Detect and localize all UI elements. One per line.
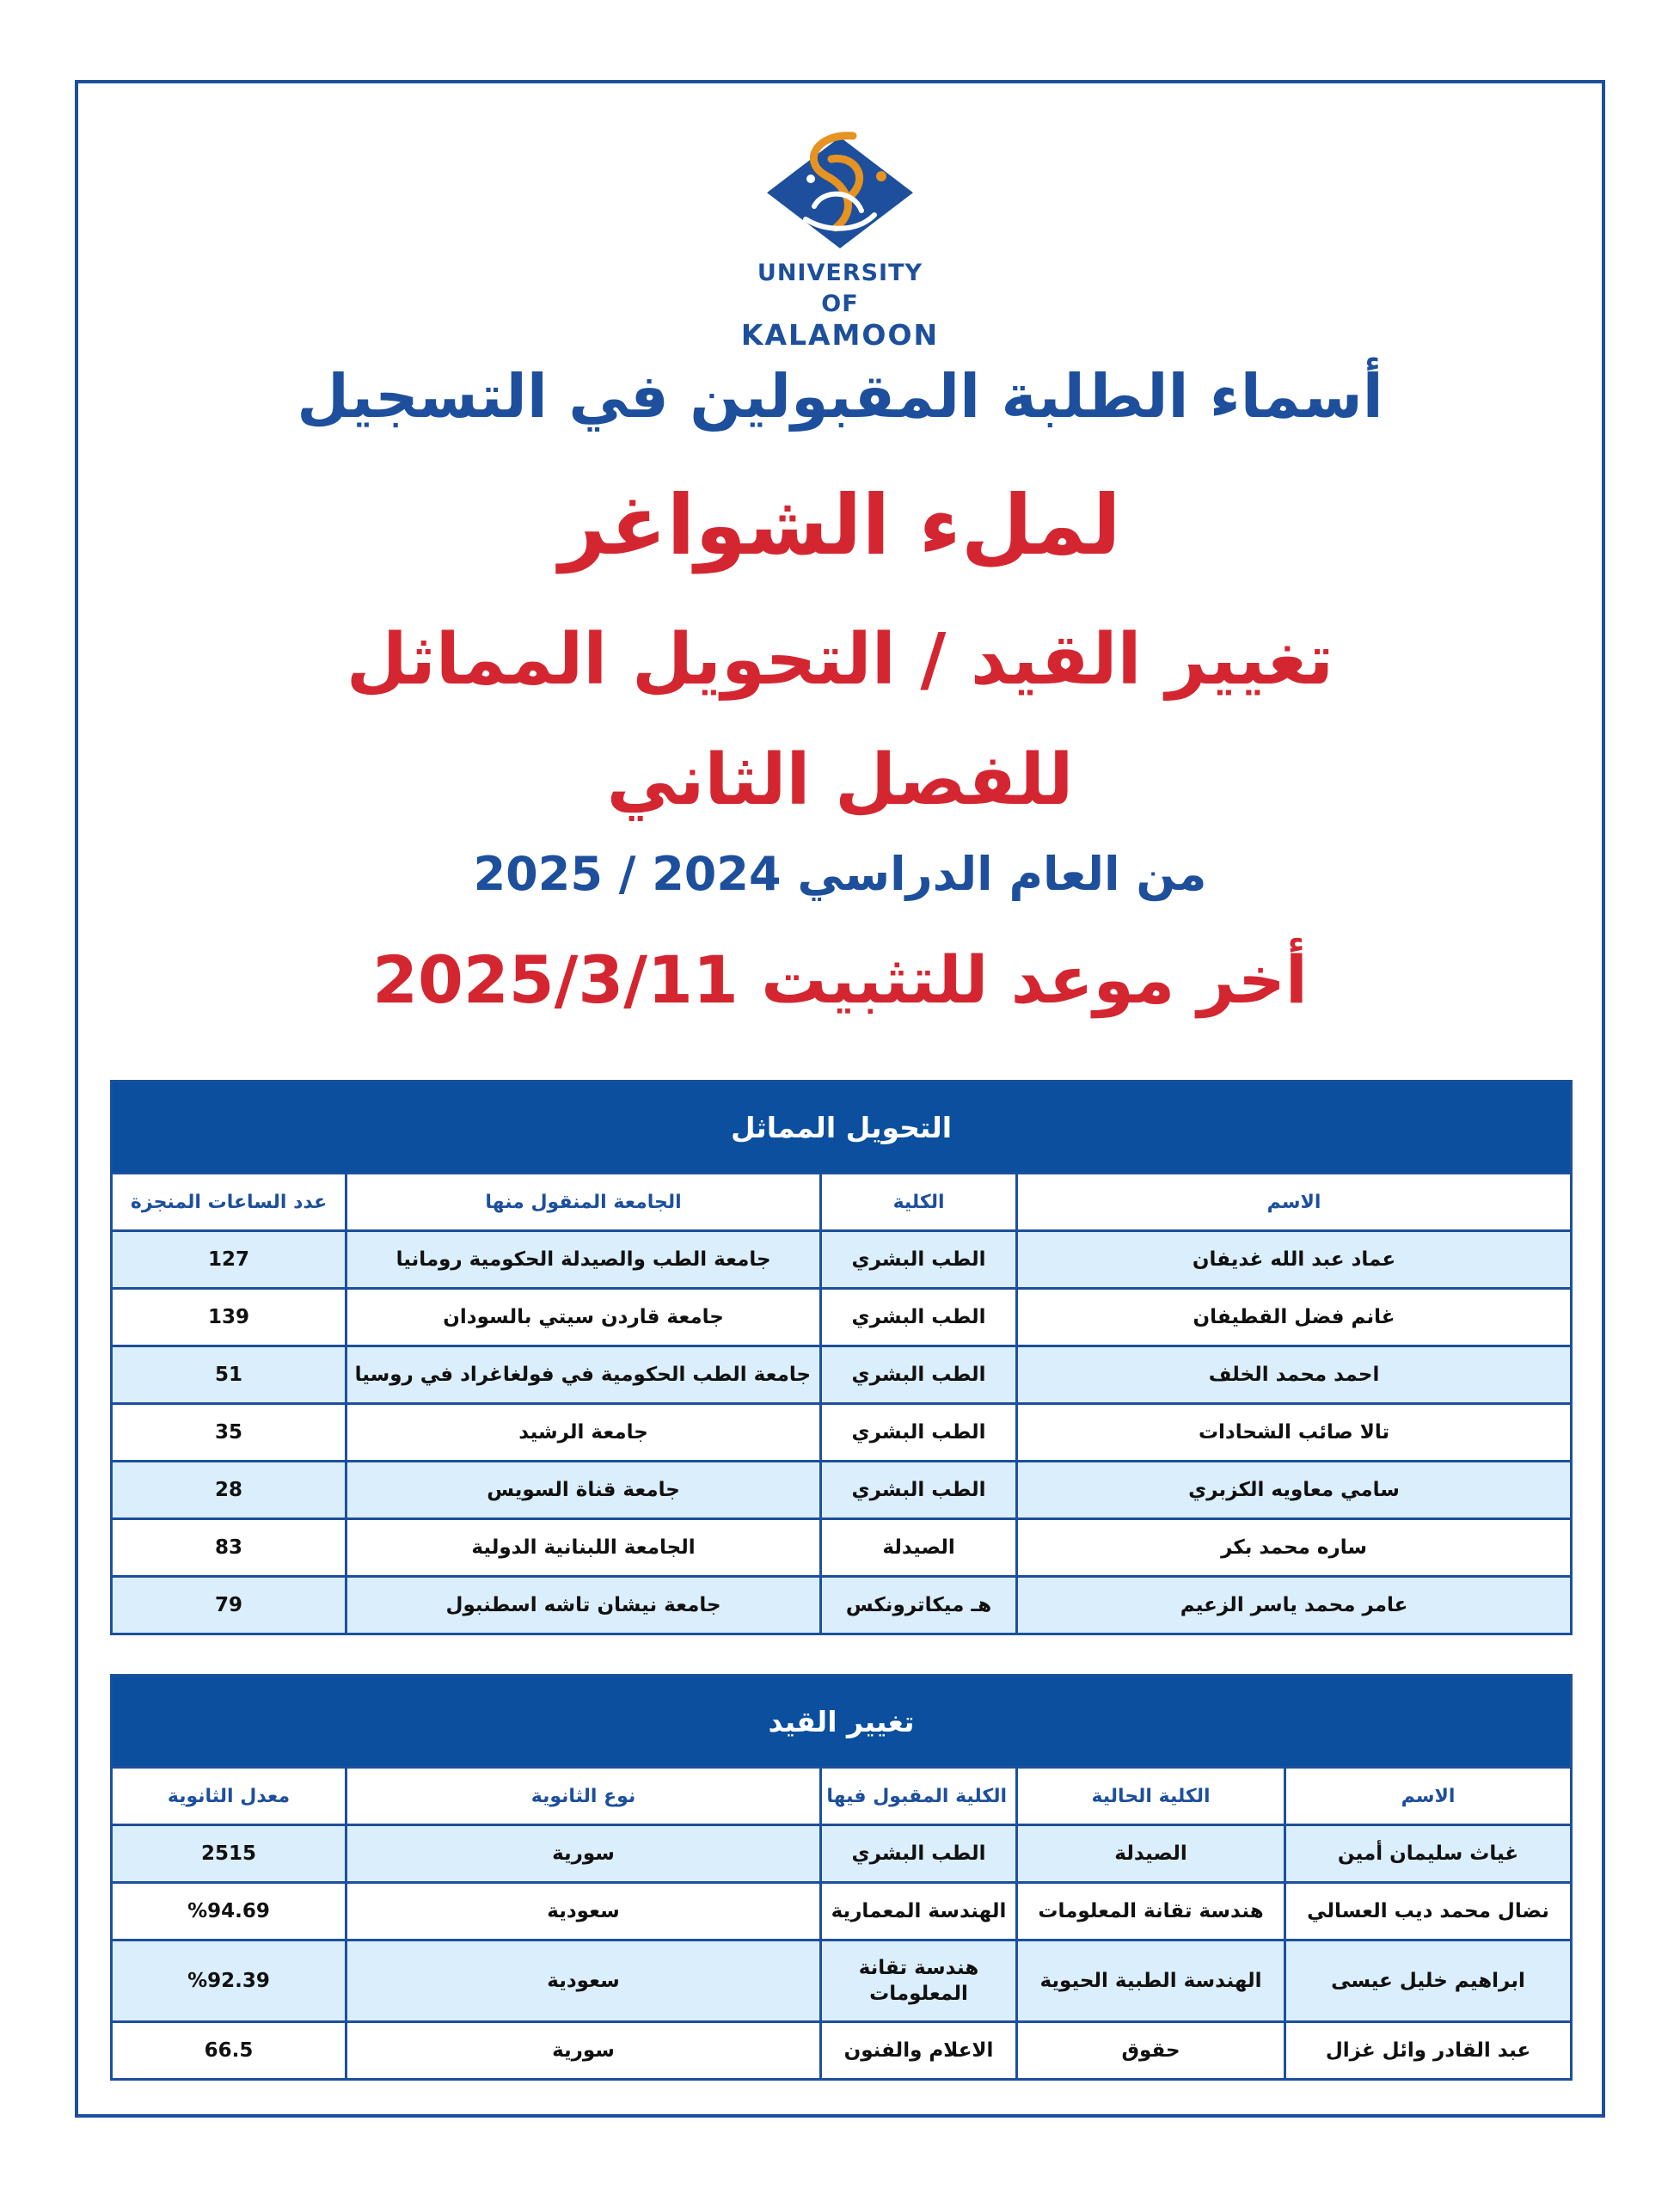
university-logo	[737, 129, 943, 352]
credit-hours: 127	[112, 1231, 346, 1289]
faculty: الطب البشري	[821, 1289, 1017, 1346]
credit-hours: 79	[112, 1577, 346, 1634]
column-header: الاسم	[1017, 1174, 1572, 1231]
secondary-average: 66.5	[112, 2022, 346, 2080]
credit-hours: 139	[112, 1289, 346, 1346]
source-university: جامعة الطب الحكومية في فولغاغراد في روسيا	[346, 1346, 821, 1404]
student-name: عامر محمد ياسر الزعيم	[1017, 1577, 1572, 1634]
student-name: ساره محمد بكر	[1017, 1519, 1572, 1577]
secondary-type: سورية	[346, 2022, 821, 2080]
column-header: عدد الساعات المنجزة	[112, 1174, 346, 1231]
column-header: الكلية	[821, 1174, 1017, 1231]
credit-hours: 51	[112, 1346, 346, 1404]
logo-line1: UNIVERSITY OF	[757, 260, 923, 317]
faculty: الطب البشري	[821, 1462, 1017, 1519]
secondary-average: %92.39	[112, 1940, 346, 2022]
table-row	[112, 1519, 1572, 1577]
column-header: معدل الثانوية	[112, 1768, 346, 1825]
faculty: الصيدلة	[821, 1519, 1017, 1577]
current-faculty: الصيدلة	[1017, 1825, 1285, 1883]
table-row	[112, 1404, 1572, 1462]
student-name: عبد القادر وائل غزال	[1285, 2022, 1572, 2080]
table-row	[112, 1289, 1572, 1346]
student-name: سامي معاويه الكزبري	[1017, 1462, 1572, 1519]
secondary-type: سعودية	[346, 1940, 821, 2022]
student-name: نضال محمد ديب العسالي	[1285, 1883, 1572, 1940]
source-university: جامعة الرشيد	[346, 1404, 821, 1462]
student-name: ابراهيم خليل عيسى	[1285, 1940, 1572, 2022]
table-row	[112, 2022, 1572, 2080]
current-faculty: حقوق	[1017, 2022, 1285, 2080]
column-header: الكلية المقبول فيها	[821, 1768, 1017, 1825]
faculty: الطب البشري	[821, 1404, 1017, 1462]
logo-diamond-icon	[754, 129, 926, 258]
student-name: غانم فضل القطيفان	[1017, 1289, 1572, 1346]
secondary-type: سعودية	[346, 1883, 821, 1940]
student-name: عماد عبد الله غديفان	[1017, 1231, 1572, 1289]
logo-line2: KALAMOON	[740, 318, 940, 352]
faculty: الطب البشري	[821, 1346, 1017, 1404]
table-row	[112, 1883, 1572, 1940]
student-name: تالا صائب الشحادات	[1017, 1404, 1572, 1462]
source-university: الجامعة اللبنانية الدولية	[346, 1519, 821, 1577]
heading-line3: تغيير القيد / التحويل المماثل	[346, 619, 1334, 701]
source-university: جامعة قاردن سيتي بالسودان	[346, 1289, 821, 1346]
source-university: جامعة الطب والصيدلة الحكومية رومانيا	[346, 1231, 821, 1289]
column-header: نوع الثانوية	[346, 1768, 821, 1825]
column-header: الاسم	[1285, 1768, 1572, 1825]
student-name: غياث سليمان أمين	[1285, 1825, 1572, 1883]
heading-line2: لملء الشواغر	[559, 477, 1121, 573]
table-row	[112, 1346, 1572, 1404]
accepted-faculty: هندسة تقانة المعلومات	[821, 1940, 1017, 2022]
table-row	[112, 1462, 1572, 1519]
faculty: هـ ميكاترونكس	[821, 1577, 1017, 1634]
source-university: جامعة نيشان تاشه اسطنبول	[346, 1577, 821, 1634]
accepted-faculty: الطب البشري	[821, 1825, 1017, 1883]
table-row	[112, 1940, 1572, 2022]
accepted-faculty: الهندسة المعمارية	[821, 1883, 1017, 1940]
credit-hours: 35	[112, 1404, 346, 1462]
transfer-table	[110, 1080, 1573, 1635]
secondary-average: %94.69	[112, 1883, 346, 1940]
heading-line1: أسماء الطلبة المقبولين في التسجيل	[297, 361, 1383, 432]
credit-hours: 83	[112, 1519, 346, 1577]
source-university: جامعة قناة السويس	[346, 1462, 821, 1519]
secondary-type: سورية	[346, 1825, 821, 1883]
secondary-average: 2515	[112, 1825, 346, 1883]
transfer-table-title: التحويل المماثل	[112, 1082, 1572, 1174]
accepted-faculty: الاعلام والفنون	[821, 2022, 1017, 2080]
faculty: الطب البشري	[821, 1231, 1017, 1289]
credit-hours: 28	[112, 1462, 346, 1519]
heading-line4: للفصل الثاني	[606, 739, 1074, 821]
academic-year: من العام الدراسي 2024 / 2025	[473, 847, 1207, 901]
current-faculty: الهندسة الطبية الحيوية	[1017, 1940, 1285, 2022]
column-header: الجامعة المنقول منها	[346, 1174, 821, 1231]
table-row	[112, 1577, 1572, 1634]
change-table-title: تغيير القيد	[112, 1676, 1572, 1768]
student-name: احمد محمد الخلف	[1017, 1346, 1572, 1404]
current-faculty: هندسة تقانة المعلومات	[1017, 1883, 1285, 1940]
change-table	[110, 1674, 1573, 2081]
table-row	[112, 1825, 1572, 1883]
table-row	[112, 1231, 1572, 1289]
deadline: أخر موعد للتثبيت 2025/3/11	[372, 941, 1308, 1018]
column-header: الكلية الحالية	[1017, 1768, 1285, 1825]
